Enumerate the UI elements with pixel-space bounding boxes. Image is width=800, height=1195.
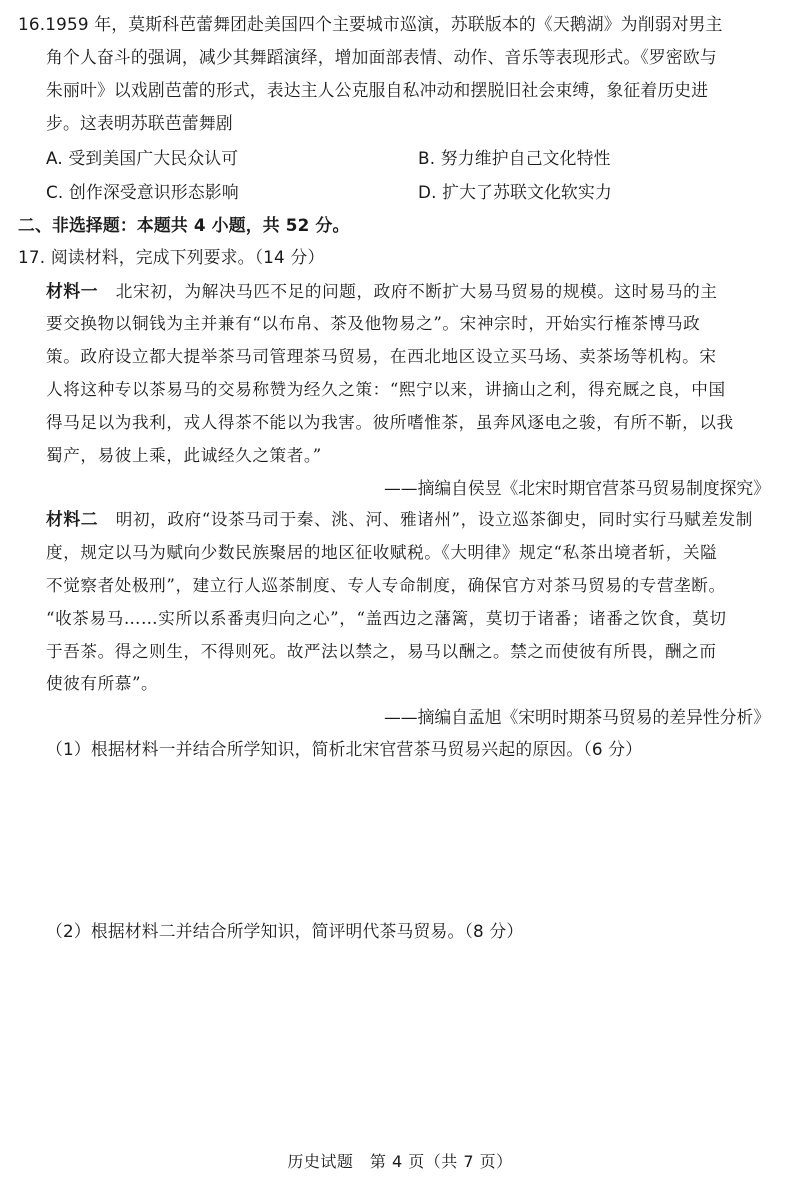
material-2-line-4: “收茶易马……实所以系番夷归向之心”，“盖西边之藩篱，莫切于诸番；诸番之饮食，莫切 bbox=[46, 609, 727, 628]
q16-stem-line-1: 16.1959 年，莫斯科芭蕾舞团赴美国四个主要城市巡演，苏联版本的《天鹅湖》为削弱对男主 bbox=[18, 14, 723, 34]
material-2-source: ——摘编自孟旭《宋明时期茶马贸易的差异性分析》 bbox=[384, 707, 770, 727]
material-2-label: 材料二 bbox=[46, 509, 99, 529]
page-footer: 历史试题 第 4 页（共 7 页） bbox=[287, 1152, 513, 1171]
material-2-line-2: 度，规定以马为赋向少数民族聚居的地区征收赋税。《大明律》规定“私茶出境者斩，关隘 bbox=[46, 543, 718, 562]
material-1-line-4: 人将这种专以茶易马的交易称赞为经久之策：“熙宁以来，讲摘山之利，得充厩之良，中国 bbox=[46, 380, 726, 399]
material-2-line-3: 不觉察者处极刑”，建立行人巡茶制度、专人专命制度，确保官方对茶马贸易的专营垄断。 bbox=[46, 576, 726, 595]
material-1-label: 材料一 bbox=[46, 281, 99, 301]
material-1-source: ——摘编自侯昱《北宋时期官营茶马贸易制度探究》 bbox=[384, 478, 770, 498]
q16-stem-line-4: 步。这表明苏联芭蕾舞剧 bbox=[46, 113, 233, 133]
material-1-text-1: 北宋初，为解决马匹不足的问题，政府不断扩大易马贸易的规模。这时易马的主 bbox=[115, 282, 718, 301]
q17-sub-question-1: （1）根据材料一并结合所学知识，简析北宋官营茶马贸易兴起的原因。（6 分） bbox=[46, 739, 643, 759]
material-1-line-3: 策。政府设立都大提举茶马司管理茶马贸易，在西北地区设立买马场、卖茶场等机构。宋 bbox=[46, 347, 717, 366]
q17-sub-question-2: （2）根据材料二并结合所学知识，简评明代茶马贸易。（8 分） bbox=[46, 921, 524, 941]
material-2-text-1: 明初，政府“设茶马司于秦、洮、河、雅诸州”，设立巡茶御史，同时实行马赋差发制 bbox=[115, 510, 753, 529]
q16-stem-line-3: 朱丽叶》以戏剧芭蕾的形式，表达主人公克服自私冲动和摆脱旧社会束缚，象征着历史进 bbox=[46, 80, 709, 100]
q16-option-a: A. 受到美国广大民众认可 bbox=[46, 148, 239, 168]
section-2-heading: 二、非选择题：本题共 4 小题，共 52 分。 bbox=[18, 215, 350, 235]
material-1-line-6: 蜀产，易彼上乘，此诚经久之策者。” bbox=[46, 446, 322, 465]
q16-option-d: D. 扩大了苏联文化软实力 bbox=[418, 182, 613, 202]
material-1-line-1 bbox=[46, 279, 718, 304]
material-2-line-1 bbox=[46, 507, 753, 532]
material-1-line-5: 得马足以为我利，戎人得茶不能以为我害。彼所嗜惟茶，虽奔风逐电之骏，有所不靳，以我 bbox=[46, 413, 734, 432]
q16-stem-line-2: 角个人奋斗的强调，减少其舞蹈演绎，增加面部表情、动作、音乐等表现形式。《罗密欧与 bbox=[46, 47, 717, 67]
material-2-line-5: 于吾茶。得之则生，不得则死。故严法以禁之，易马以酬之。禁之而使彼有所畏，酬之而 bbox=[46, 642, 717, 661]
material-2-line-6: 使彼有所慕”。 bbox=[46, 674, 159, 693]
q17-title: 17. 阅读材料，完成下列要求。（14 分） bbox=[18, 247, 325, 267]
material-1-line-2: 要交换物以铜钱为主并兼有“以布帛、茶及他物易之”。宋神宗时，开始实行榷茶博马政 bbox=[46, 314, 701, 333]
q16-option-c: C. 创作深受意识形态影响 bbox=[46, 182, 239, 202]
q16-option-b: B. 努力维护自己文化特性 bbox=[418, 148, 611, 168]
